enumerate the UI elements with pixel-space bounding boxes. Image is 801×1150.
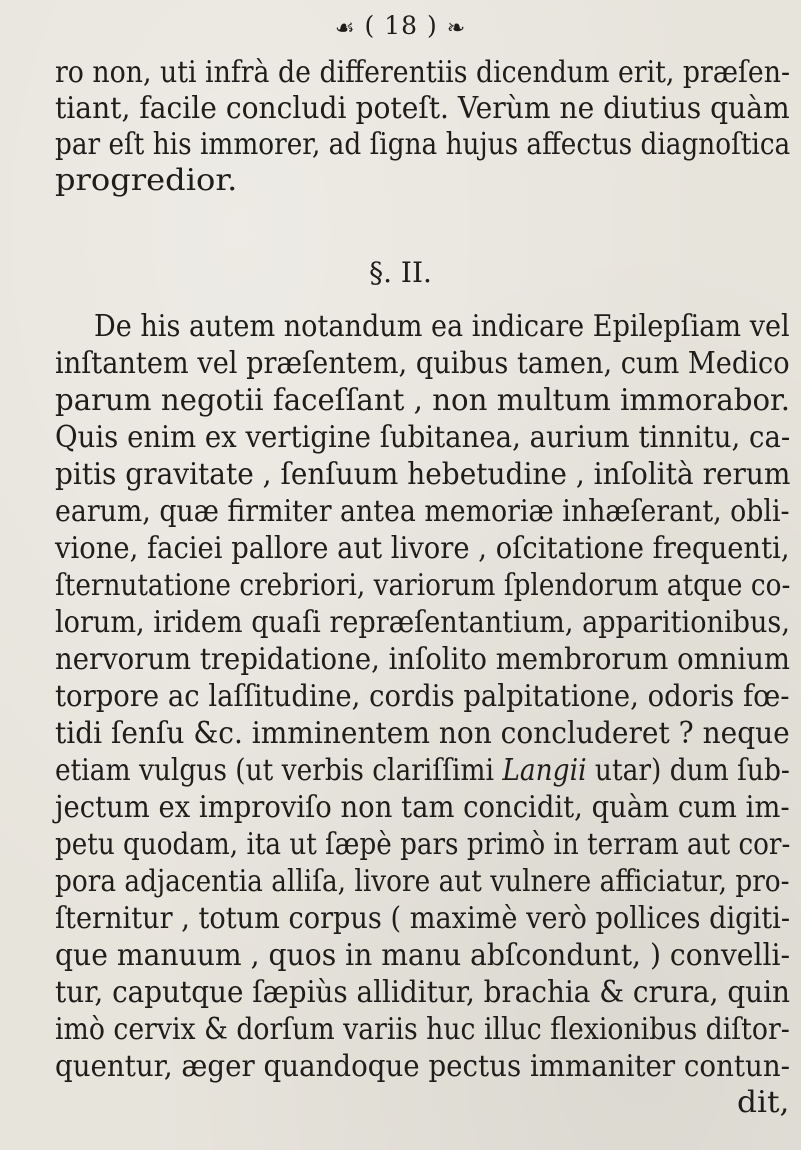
- text-line: imò cervix & dorſum variis huc illuc flexionibus diſtor-: [55, 1012, 790, 1047]
- text-line: Quis enim ex vertigine ſubitanea, aurium tinnitu, ca-: [55, 420, 791, 455]
- text-line: pora adjacentia alliſa, livore aut vulnere afficiatur, pro-: [55, 864, 790, 899]
- text-line: pitis gravitate , ſenſuum hebetudine , inſolità rerum: [55, 457, 791, 492]
- text-line: nervorum trepidatione, inſolito membrorum omnium: [55, 642, 790, 677]
- italic-name: Langii: [502, 753, 587, 788]
- text-line: ſternitur , totum corpus ( maximè verò pollices digiti-: [55, 901, 791, 936]
- text-line: ro non, uti infrà de differentiis dicendum erit, præſen-: [55, 55, 791, 90]
- text-line: De his autem notandum ea indicare Epilepſiam vel: [94, 309, 790, 344]
- text-line: vione, faciei pallore aut livore , oſcitatione frequenti,: [55, 531, 790, 566]
- text-line: dit,: [737, 1085, 790, 1120]
- text-line: progredior.: [55, 163, 238, 198]
- text-line: petu quodam, ita ut ſæpè pars primò in terram aut cor-: [55, 827, 791, 862]
- page-number: ( 18 ): [364, 11, 438, 40]
- ornament-left: ☙: [334, 16, 356, 41]
- text-line: lorum, iridem quaſi repræſentantium, apparitionibus,: [55, 605, 790, 640]
- text-line: que manuum , quos in manu abſcondunt, ) convelli-: [55, 938, 791, 973]
- text-line: par eſt his immorer, ad ſigna hujus affectus diagnoſtica: [55, 127, 791, 162]
- text-line: etiam vulgus (ut verbis clariſſimi Langii utar) dum ſub-: [55, 753, 790, 788]
- text-line: jectum ex improviſo non tam concidit, quàm cum im-: [55, 790, 790, 825]
- text-line: tidi ſenſu &c. imminentem non concluderet ? neque: [55, 716, 790, 751]
- text-line: inſtantem vel præſentem, quibus tamen, cum Medico: [55, 346, 790, 381]
- text-line: parum negotii faceſſant , non multum immorabor.: [55, 383, 791, 418]
- text-line: tur, caputque ſæpiùs alliditur, brachia & crura, quin: [55, 975, 790, 1010]
- running-header: [0, 10, 801, 44]
- text-line: tiant, facile concludi poteſt. Verùm ne diutius quàm: [55, 91, 790, 126]
- text-line: ſternutatione crebriori, variorum ſplendorum atque co-: [55, 568, 791, 603]
- text-line: torpore ac laſſitudine, cordis palpitatione, odoris fœ-: [55, 679, 790, 714]
- ornament-right: ❧: [446, 16, 467, 41]
- section-heading: §. II.: [369, 256, 432, 289]
- text-line: quentur, æger quandoque pectus immaniter contun-: [55, 1049, 791, 1084]
- text-line: earum, quæ firmiter antea memoriæ inhæſerant, obli-: [55, 494, 790, 529]
